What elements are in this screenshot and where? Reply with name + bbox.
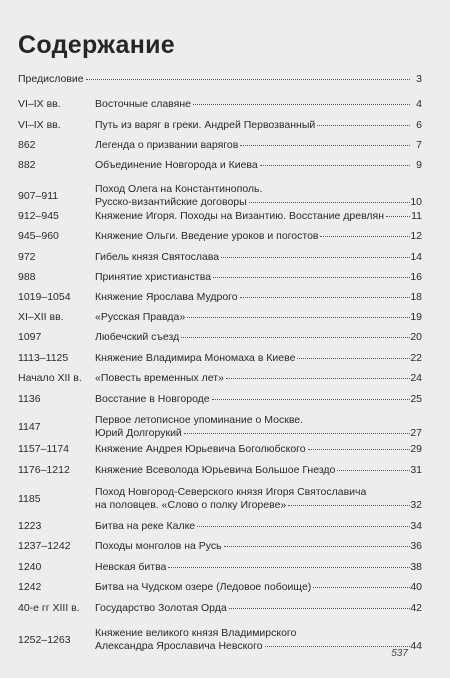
toc-entry-page: 29 xyxy=(410,443,422,455)
toc-entry-title xyxy=(95,183,412,209)
toc-entry-title-text: Восстание в Новгороде xyxy=(95,393,210,405)
toc-entry-title xyxy=(95,331,412,344)
toc-entry-title-text: Княжение великого князя Владимирского xyxy=(95,627,297,639)
toc-entry-title xyxy=(95,540,412,553)
toc-entry-date: 862 xyxy=(18,139,36,151)
toc-entry-page: 10 xyxy=(410,196,422,208)
toc-entry-page: 7 xyxy=(416,139,422,151)
toc-entry-title-text: Битва на Чудском озере (Ледовое побоище) xyxy=(95,581,312,593)
dot-leader xyxy=(386,215,410,217)
toc-entry-page: 25 xyxy=(410,393,422,405)
toc-entry-title xyxy=(95,520,412,533)
dot-leader xyxy=(308,448,410,450)
toc-entry-title xyxy=(95,230,412,243)
toc-entry-page: 12 xyxy=(410,230,422,242)
toc-entry-page: 19 xyxy=(410,311,422,323)
toc-entry-date: 907–911 xyxy=(18,189,59,202)
toc-entry-date: XI–XII вв. xyxy=(18,311,64,323)
toc-entry-title-text: Походы монголов на Русь xyxy=(95,540,222,552)
toc-entry-title xyxy=(95,464,412,477)
dot-leader xyxy=(260,164,410,166)
page-title: Содержание xyxy=(18,31,176,59)
toc-entry-title xyxy=(95,210,412,223)
toc-entry-title-text: «Русская Правда» xyxy=(95,311,186,323)
toc-entry-date: 1136 xyxy=(18,393,41,405)
toc-entry-title xyxy=(95,414,412,440)
toc-entry-title-text: Первое летописное упоминание о Москве. xyxy=(95,414,304,426)
dot-leader xyxy=(229,607,410,609)
toc-entry-page: 27 xyxy=(410,427,422,439)
toc-entry-date: 912–945 xyxy=(18,210,59,222)
toc-entry-title-text: Княжение Всеволода Юрьевича Большое Гнездо xyxy=(95,464,336,476)
toc-entry-title xyxy=(95,159,412,172)
toc-entry-date: 1019–1054 xyxy=(18,291,71,303)
dot-leader xyxy=(240,144,410,146)
dot-leader xyxy=(249,201,410,203)
toc-entry-title xyxy=(95,139,412,152)
toc-entry-title-text: Невская битва xyxy=(95,561,167,573)
dot-leader xyxy=(187,316,410,318)
toc-entry-page: 4 xyxy=(416,98,422,110)
toc-entry-date: 1113–1125 xyxy=(18,352,69,364)
dot-leader xyxy=(317,124,410,126)
toc-entry-page: 36 xyxy=(410,540,422,552)
toc-entry-page: 34 xyxy=(410,520,422,532)
toc-entry-date: 1242 xyxy=(18,581,42,593)
dot-leader xyxy=(226,377,410,379)
toc-entry-page: 22 xyxy=(410,352,422,364)
toc-entry-title xyxy=(95,119,412,132)
dot-leader xyxy=(320,235,410,237)
toc-entry-title-text: Объединение Новгорода и Киева xyxy=(95,159,258,171)
toc-entry-date: 1157–1174 xyxy=(18,443,69,455)
dot-leader xyxy=(193,103,410,105)
toc-entry-page: 32 xyxy=(410,499,422,511)
toc-entry-page: 14 xyxy=(410,251,422,263)
toc-entry-title-text: Княжение Ольги. Введение уроков и погостов xyxy=(95,230,319,242)
dot-leader xyxy=(240,296,410,298)
dot-leader xyxy=(265,645,410,647)
dot-leader xyxy=(212,398,410,400)
toc-entry-date: 1252–1263 xyxy=(18,633,71,646)
toc-entry-title xyxy=(95,372,412,385)
toc-entry-page: 18 xyxy=(410,291,422,303)
toc-entry-title-text: Государство Золотая Орда xyxy=(95,602,227,614)
toc-entry-title-text: на половцев. «Слово о полку Игореве» xyxy=(95,499,287,511)
dot-leader xyxy=(288,504,410,506)
toc-entry-title-text: Путь из варяг в греки. Андрей Первозванный xyxy=(95,119,316,131)
toc-entry-title-text: «Повесть временных лет» xyxy=(95,372,224,384)
dot-leader xyxy=(168,566,410,568)
toc-entry-title-text: Любечский съезд xyxy=(95,331,180,343)
toc-entry-page: 9 xyxy=(416,159,422,171)
toc-entry-date: 882 xyxy=(18,159,36,171)
toc-entry-date: VI–IX вв. xyxy=(18,119,61,131)
toc-entry-title-text: Александра Ярославича Невского xyxy=(95,640,263,652)
toc-entry-title xyxy=(95,291,412,304)
toc-entry-title xyxy=(18,73,412,86)
toc-entry-date: Начало XII в. xyxy=(18,372,82,384)
toc-entry-page: 16 xyxy=(410,271,422,283)
dot-leader xyxy=(197,525,410,527)
toc-entry-page: 24 xyxy=(410,372,422,384)
toc-entry-title xyxy=(95,352,412,365)
toc-entry-date: 1176–1212 xyxy=(18,464,70,476)
page-number: 537 xyxy=(391,648,408,659)
toc-entry-title xyxy=(95,311,412,324)
toc-entry-page: 44 xyxy=(410,640,422,652)
toc-entry-title-text: Поход Новгород-Северского князя Игоря Святославича xyxy=(95,486,367,498)
toc-entry-title-text: Предисловие xyxy=(18,73,84,85)
toc-entry-page: 11 xyxy=(411,210,422,222)
toc-entry-date: 972 xyxy=(18,251,36,263)
toc-entry-title-text: Княжение Владимира Мономаха в Киеве xyxy=(95,352,296,364)
toc-entry-date: 1237–1242 xyxy=(18,540,71,552)
toc-entry-date: 945–960 xyxy=(18,230,59,242)
toc-entry-page: 20 xyxy=(410,331,422,343)
toc-entry-title xyxy=(95,443,412,456)
toc-entry-title xyxy=(95,393,412,406)
toc-entry-title-text: Гибель князя Святослава xyxy=(95,251,220,263)
toc-entry-title-text: Восточные славяне xyxy=(95,98,191,110)
toc-entry-title-text: Поход Олега на Константинополь. xyxy=(95,183,263,195)
toc-entry-title xyxy=(95,271,412,284)
toc-entry-page: 40 xyxy=(410,581,422,593)
dot-leader xyxy=(221,256,410,258)
toc-entry-page: 6 xyxy=(416,119,422,131)
toc-entry-title xyxy=(95,251,412,264)
toc-entry-page: 31 xyxy=(410,464,422,476)
toc-entry-title-text: Легенда о призвании варягов xyxy=(95,139,239,151)
toc-entry-date: 40-е гг XIII в. xyxy=(18,602,80,614)
dot-leader xyxy=(213,276,410,278)
toc-entry-date: 1097 xyxy=(18,331,42,343)
toc-entry-date: 988 xyxy=(18,271,36,283)
toc-entry-page: 38 xyxy=(410,561,422,573)
toc-entry-date: 1240 xyxy=(18,561,42,573)
toc-entry-title xyxy=(95,581,412,594)
toc-entry-title xyxy=(95,98,412,111)
dot-leader xyxy=(181,336,410,338)
dot-leader xyxy=(313,586,410,588)
dot-leader xyxy=(86,78,410,80)
dot-leader xyxy=(184,432,410,434)
toc-entry-page: 3 xyxy=(416,73,422,85)
toc-entry-date: 1147 xyxy=(18,420,41,433)
dot-leader xyxy=(337,469,410,471)
toc-entry-title-text: Княжение Ярослава Мудрого xyxy=(95,291,238,303)
toc-entry-title-text: Княжение Андрея Юрьевича Боголюбского xyxy=(95,443,306,455)
toc-entry-title-text: Принятие христианства xyxy=(95,271,212,283)
toc-entry-title xyxy=(95,486,412,512)
toc-entry-date: VI–IX вв. xyxy=(18,98,61,110)
toc-entry-title-text: Княжение Игоря. Походы на Византию. Восстание древлян xyxy=(95,210,385,222)
toc-entry-page: 42 xyxy=(410,602,422,614)
toc-entry-title-text: Битва на реке Калке xyxy=(95,520,196,532)
toc-entry-title xyxy=(95,602,412,615)
dot-leader xyxy=(297,357,410,359)
toc-entry-date: 1185 xyxy=(18,492,41,505)
toc-entry-title-text: Русско-византийские договоры xyxy=(95,196,247,208)
toc-entry-title-text: Юрий Долгорукий xyxy=(95,427,182,439)
toc-entry-title xyxy=(95,627,412,653)
dot-leader xyxy=(224,545,410,547)
toc-entry-title xyxy=(95,561,412,574)
toc-entry-date: 1223 xyxy=(18,520,42,532)
